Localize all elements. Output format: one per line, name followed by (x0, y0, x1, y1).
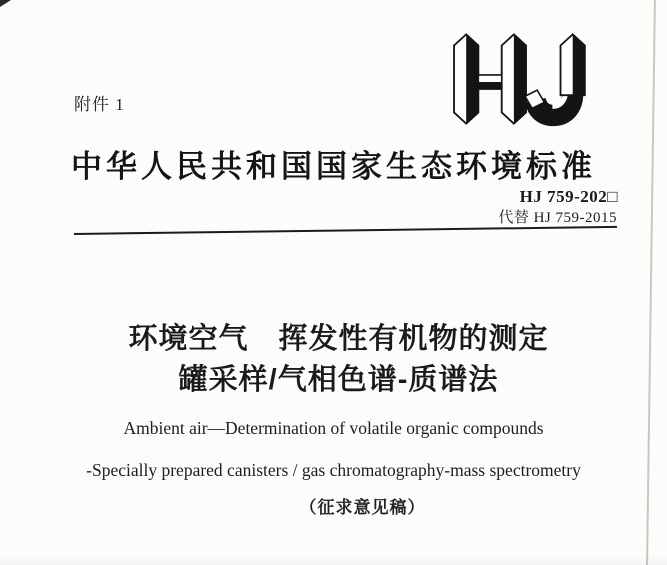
document-title-en-line1: Ambient air—Determination of volatile organic compounds (123, 418, 544, 438)
draft-note: （征求意见稿） (299, 498, 426, 517)
standard-number: HJ 759-202□ (519, 187, 618, 206)
replaces-label: 代替 HJ 759-2015 (498, 210, 617, 226)
document-title-en-line2: -Specially prepared canisters / gas chromatography-mass spectrometry (86, 460, 581, 480)
hj-logo-icon (452, 32, 594, 128)
header-rule (74, 226, 617, 235)
scan-bottom-shade (0, 555, 667, 565)
scan-corner-mark (0, 0, 11, 7)
attachment-label: 附件 1 (74, 95, 125, 114)
document-title-cn-line1: 环境空气 挥发性有机物的测定 (128, 323, 549, 355)
document-title-cn-line2: 罐采样/气相色谱-质谱法 (178, 364, 499, 396)
page-title: 中华人民共和国国家生态环境标准 (71, 149, 596, 184)
